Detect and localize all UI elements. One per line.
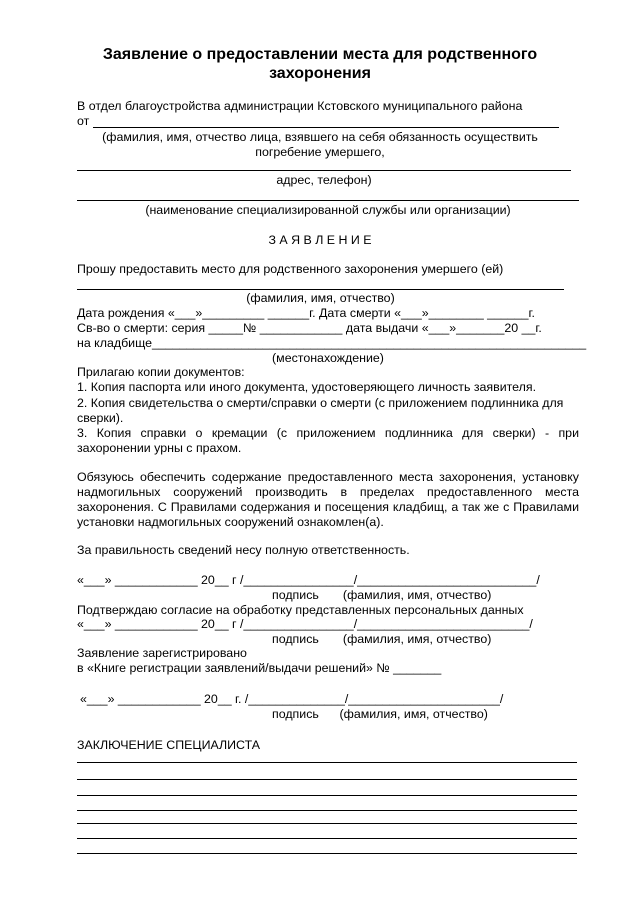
signature-line-3: «___» ____________ 20__ г. /______________/______________________/ [80,692,504,706]
from-label: от [77,114,90,128]
caption-address: адрес, телефон) [276,173,372,187]
caption-organization: (наименование специализированной службы или организации) [145,203,511,217]
birth-death-date-line: Дата рождения «___»_________ ______г. Дата смерти «___»________ ______г. [77,306,535,320]
caption-location: (местонахождение) [272,351,384,365]
caption-signature-1: подпись (фамилия, имя, отчество) [272,588,492,602]
caption-signature-3: подпись (фамилия, имя, отчество) [272,707,488,721]
responsibility-text: За правильность сведений несу полную ответственность. [77,543,410,557]
signature-line-2: «___» ____________ 20__ г /________________/_________________________/ [77,617,533,631]
organization-line [77,200,579,201]
applicant-name-line [93,127,559,128]
attachment-3-line-1: 3. Копия справки о кремации (с приложением подлинника для сверки) - при [77,426,579,440]
conclusion-line-5 [77,823,577,824]
statement-heading: З А Я В Л Е Н И Е [268,233,372,247]
conclusion-line-6 [77,838,577,839]
obligation-line-2: надмогильных сооружений производить в пределах предоставленного места [77,485,579,499]
deceased-name-line [77,289,564,290]
request-text: Прошу предоставить место для родственного захоронения умершего (ей) [77,262,504,276]
consent-text: Подтверждаю согласие на обработку представленных персональных данных [77,603,524,617]
conclusion-line-1 [77,762,577,763]
attachment-2-line-1: 2. Копия свидетельства о смерти/справки о смерти (с приложением подлинника для [77,396,564,410]
attachment-1: 1. Копия паспорта или иного документа, удостоверяющего личность заявителя. [77,380,537,394]
cemetery-line: на кладбище_______________________________________________________________ [77,336,587,350]
conclusion-line-2 [77,779,577,780]
addressee-line: В отдел благоустройства администрации Кстовского муниципального района [77,99,523,113]
death-certificate-line: Св-во о смерти: серия _____№ ____________ дата выдачи «___»_______20 __г. [77,321,542,335]
caption-signature-2: подпись (фамилия, имя, отчество) [272,632,492,646]
signature-line-1: «___» ____________ 20__ г /________________/__________________________/ [77,573,540,587]
attachment-2-line-2: сверки). [77,411,124,425]
document-title-line-2: захоронения [269,65,371,82]
registration-book-line: в «Книге регистрации заявлений/выдачи решений» № _______ [77,661,442,675]
obligation-line-1: Обязуюсь обеспечить содержание предоставленного места захоронения, установку [77,470,579,484]
specialist-conclusion-heading: ЗАКЛЮЧЕНИЕ СПЕЦИАЛИСТА [77,738,261,752]
document-title-line-1: Заявление о предоставлении места для родственного [102,46,538,63]
conclusion-line-4 [77,810,577,811]
caption-applicant-2: погребение умершего, [255,145,385,159]
conclusion-line-7 [77,853,577,854]
attachments-heading: Прилагаю копии документов: [77,365,245,379]
conclusion-line-3 [77,795,577,796]
registered-text: Заявление зарегистрировано [77,646,247,660]
obligation-line-4: установки надмогильных сооружений ознакомлен(а). [77,515,384,529]
caption-applicant-1: (фамилия, имя, отчество лица, взявшего на себя обязанность осуществить [102,130,538,144]
obligation-line-3: захоронения. С Правилами содержания и посещения кладбищ, а так же с Правилами [77,500,579,514]
caption-fio: (фамилия, имя, отчество) [246,291,395,305]
applicant-address-line [77,170,571,171]
attachment-3-line-2: захоронении урны с прахом. [77,441,242,455]
